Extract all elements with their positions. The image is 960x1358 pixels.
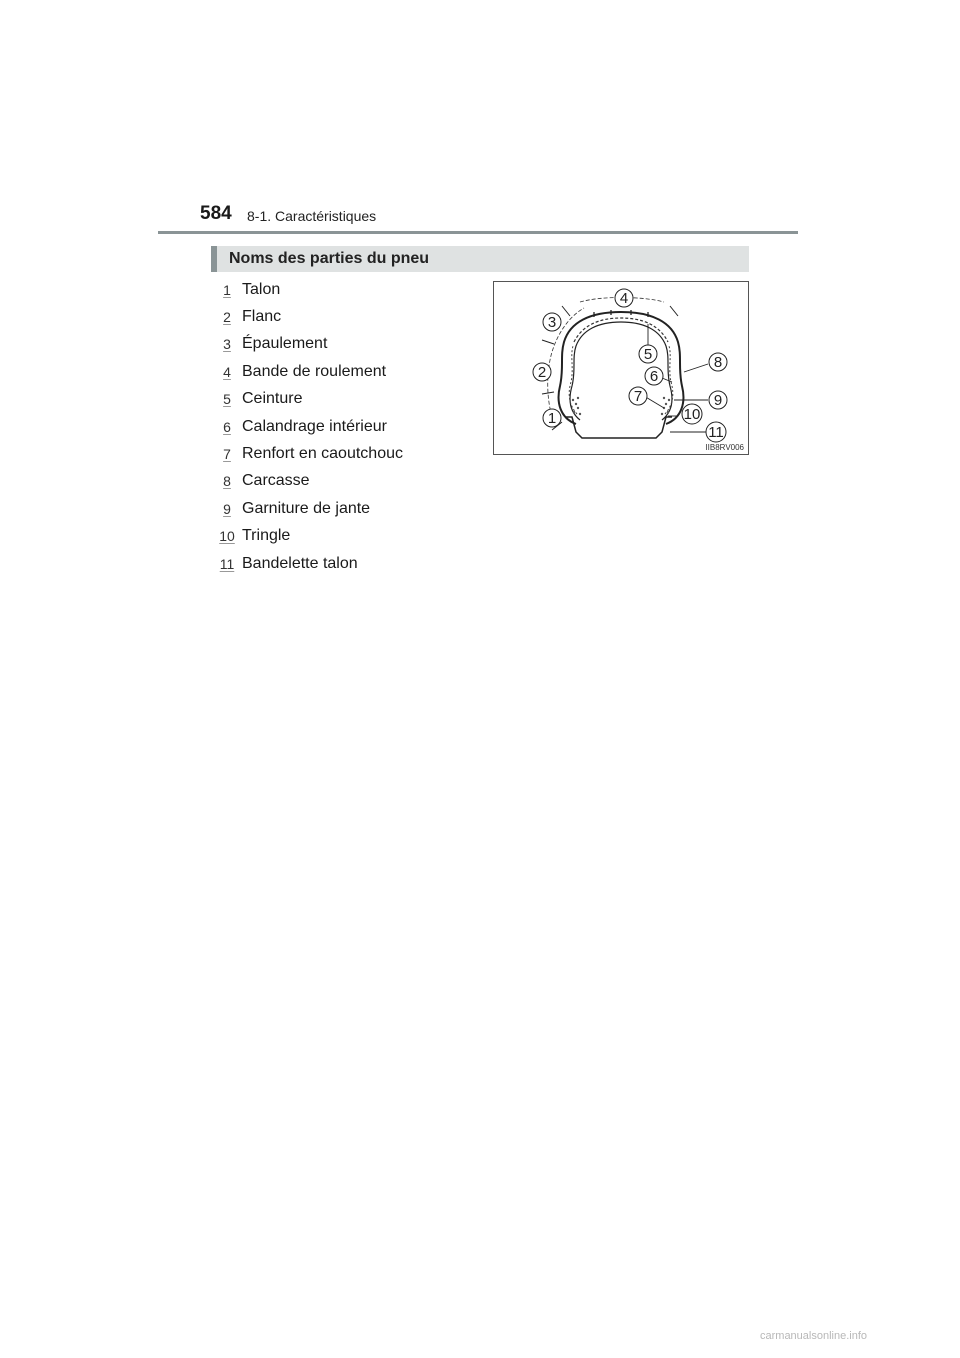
item-number: 1 [223, 281, 231, 298]
callout-2 [533, 363, 551, 381]
list-item [218, 523, 403, 550]
callout-6 [645, 367, 663, 385]
callout-7 [629, 387, 647, 405]
section-title: Noms des parties du pneu [229, 250, 430, 267]
section-header [211, 246, 749, 272]
callout-5-label: 5 [643, 346, 653, 363]
callout-5 [639, 345, 657, 363]
item-label: Bandelette talon [242, 554, 358, 572]
list-item [218, 358, 403, 385]
rim-outline [566, 417, 672, 438]
item-label: Tringle [242, 527, 291, 545]
item-label: Talon [242, 280, 281, 298]
callout-10-label: 10 [683, 406, 701, 423]
item-number: 6 [223, 418, 231, 435]
page-number: 584 [200, 203, 232, 224]
list-item [218, 468, 403, 495]
callout-9-label: 9 [713, 392, 723, 409]
callout-3 [543, 313, 561, 331]
list-item [218, 386, 403, 413]
callout-10 [682, 404, 702, 424]
item-label: Carcasse [242, 472, 310, 490]
callout-11 [706, 422, 726, 442]
callout-4 [615, 289, 633, 307]
callout-1 [543, 409, 561, 427]
callout-8 [709, 353, 727, 371]
item-number: 7 [223, 446, 231, 463]
item-label: Calandrage intérieur [242, 417, 387, 435]
item-number: 10 [219, 528, 235, 545]
item-label: Épaulement [242, 335, 328, 353]
item-label: Flanc [242, 308, 282, 326]
item-number: 9 [223, 500, 231, 517]
item-label: Garniture de jante [242, 499, 371, 517]
list-item [218, 303, 403, 330]
callout-2-label: 2 [537, 364, 547, 381]
list-item [218, 331, 403, 358]
list-item [218, 440, 403, 467]
callout-8-label: 8 [713, 354, 723, 371]
watermark: carmanualsonline.info [760, 1330, 868, 1342]
item-number: 8 [223, 473, 231, 490]
item-number: 11 [219, 555, 235, 572]
figure-code: IIB8RV006 [705, 443, 744, 452]
item-number: 2 [223, 309, 231, 326]
list-item [218, 276, 403, 303]
callout-7-label: 7 [633, 388, 643, 405]
list-item [218, 495, 403, 522]
header-rule [158, 231, 798, 234]
callout-9 [709, 391, 727, 409]
callout-6-label: 6 [649, 368, 659, 385]
item-number: 5 [223, 391, 231, 408]
callout-3-label: 3 [547, 314, 557, 331]
item-number: 4 [223, 363, 231, 380]
item-number: 3 [223, 336, 231, 353]
callout-11-label: 11 [708, 424, 724, 441]
callout-4-label: 4 [619, 290, 629, 307]
item-label: Ceinture [242, 390, 303, 408]
bead-fill [572, 397, 670, 415]
list-item [218, 413, 403, 440]
tire-diagram [493, 281, 749, 455]
list-item [218, 550, 403, 577]
chapter-title: 8-1. Caractéristiques [247, 208, 377, 224]
callout-1-label: 1 [547, 410, 557, 427]
item-label: Renfort en caoutchouc [242, 445, 403, 463]
tire-cross-section-illustration [494, 282, 748, 454]
parts-list [218, 276, 403, 577]
item-label: Bande de roulement [242, 362, 387, 380]
